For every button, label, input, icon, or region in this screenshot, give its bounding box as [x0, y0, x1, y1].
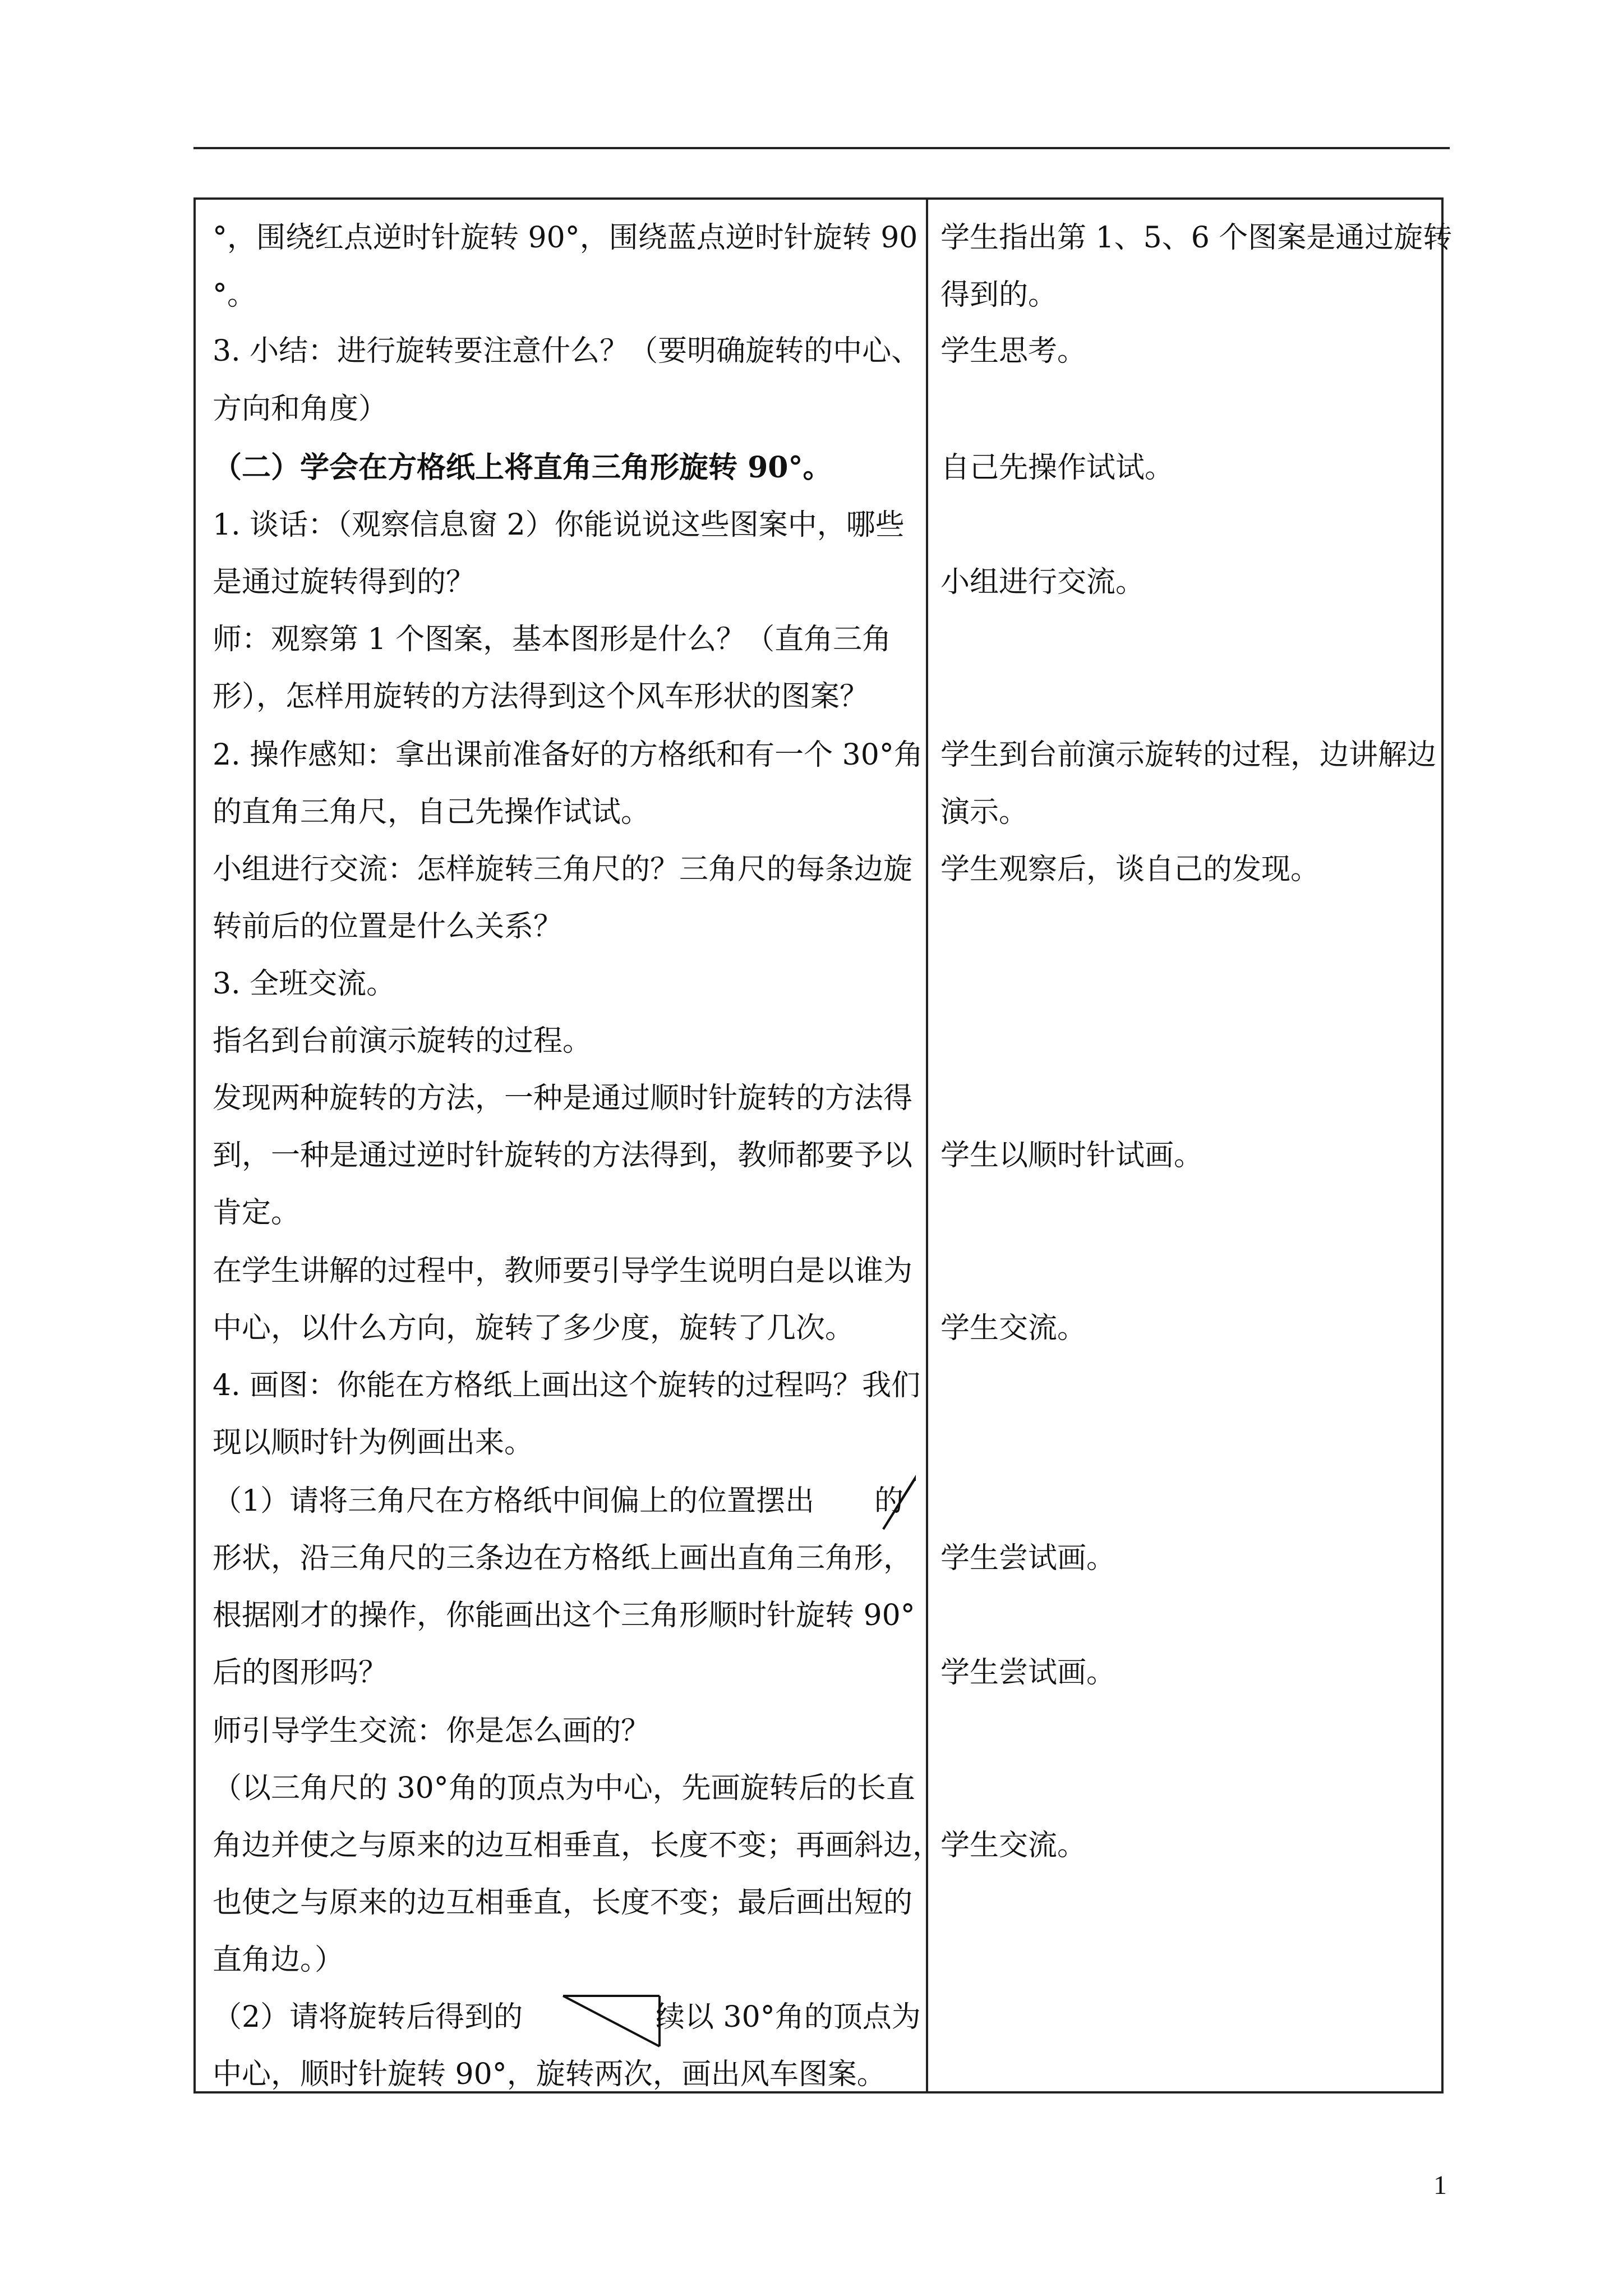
- page-number: 1: [1433, 2170, 1447, 2200]
- left-line: 1. 谈话：（观察信息窗 2）你能说说这些图案中，哪些: [213, 508, 905, 542]
- left-line: 是通过旋转得到的？: [213, 565, 476, 599]
- right-line: 学生思考。: [940, 334, 1087, 368]
- left-line: 中心，以什么方向，旋转了多少度，旋转了几次。: [213, 1312, 855, 1345]
- left-line: 角边并使之与原来的边互相垂直，长度不变；再画斜边，: [213, 1829, 942, 1862]
- left-line: 指名到台前演示旋转的过程。: [213, 1024, 592, 1058]
- triangle-figure-upright: [881, 1479, 918, 1533]
- left-line: （1）请将三角尺在方格纸中间偏上的位置摆出: [213, 1484, 815, 1518]
- header-rule: [193, 147, 1450, 149]
- right-line: 学生到台前演示旋转的过程，边讲解边: [940, 738, 1437, 772]
- left-line: 小组进行交流：怎样旋转三角尺的？三角尺的每条边旋: [213, 853, 913, 886]
- left-line-fragment: 续以 30°角的顶点为: [656, 2000, 921, 2034]
- left-line: 形状，沿三角尺的三条边在方格纸上画出直角三角形，: [213, 1542, 913, 1575]
- left-line: 也使之与原来的边互相垂直，长度不变；最后画出短的: [213, 1886, 913, 1920]
- left-line: °。: [213, 278, 257, 312]
- left-line: 直角边。）: [213, 1943, 344, 1977]
- left-line: 3. 全班交流。: [213, 967, 396, 1001]
- right-line: 学生尝试画。: [940, 1542, 1116, 1575]
- section-heading: （二）学会在方格纸上将直角三角形旋转 90°。: [213, 450, 832, 485]
- right-line: 小组进行交流。: [940, 565, 1145, 599]
- right-line: 得到的。: [940, 278, 1058, 312]
- left-line: °，围绕红点逆时针旋转 90°，围绕蓝点逆时针旋转 90: [213, 221, 918, 255]
- left-line: 形），怎样用旋转的方法得到这个风车形状的图案？: [213, 680, 869, 714]
- left-line: 根据刚才的操作，你能画出这个三角形顺时针旋转 90°: [213, 1599, 915, 1632]
- left-line: 肯定。: [213, 1196, 301, 1230]
- left-line: 师引导学生交流：你是怎么画的？: [213, 1714, 651, 1748]
- right-line: 自己先操作试试。: [940, 451, 1174, 485]
- right-line: 学生交流。: [940, 1312, 1087, 1345]
- left-line: 发现两种旋转的方法，一种是通过顺时针旋转的方法得: [213, 1082, 913, 1115]
- left-line: 2. 操作感知：拿出课前准备好的方格纸和有一个 30°角: [213, 738, 923, 772]
- left-line: 中心，顺时针旋转 90°，旋转两次，画出风车图案。: [213, 2058, 886, 2091]
- left-line: （以三角尺的 30°角的顶点为中心，先画旋转后的长直: [213, 1772, 915, 1805]
- left-line: 3. 小结：进行旋转要注意什么？（要明确旋转的中心、: [213, 334, 921, 368]
- left-line: 在学生讲解的过程中，教师要引导学生说明白是以谁为: [213, 1254, 913, 1288]
- left-line: 的直角三角尺，自己先操作试试。: [213, 795, 651, 829]
- left-line: 方向和角度）: [213, 392, 388, 426]
- right-line: 学生以顺时针试画。: [940, 1139, 1204, 1172]
- right-line: 学生指出第 1、5、6 个图案是通过旋转: [940, 221, 1453, 255]
- left-line-fragment: 的: [874, 1484, 904, 1518]
- left-line: 转前后的位置是什么关系？: [213, 910, 563, 944]
- column-divider: [926, 200, 928, 2091]
- left-line: 师：观察第 1 个图案，基本图形是什么？（直角三角: [213, 623, 892, 656]
- left-line: 4. 画图：你能在方格纸上画出这个旋转的过程吗？我们: [213, 1369, 921, 1402]
- left-line: 现以顺时针为例画出来。: [213, 1426, 534, 1460]
- triangle-figure-rotated: [563, 1994, 664, 2050]
- left-line: （2）请将旋转后得到的: [213, 2000, 523, 2034]
- right-line: 学生交流。: [940, 1829, 1087, 1862]
- lesson-table: [193, 197, 1453, 2093]
- right-line: 学生尝试画。: [940, 1656, 1116, 1690]
- right-line: 演示。: [940, 795, 1029, 829]
- right-line: 学生观察后，谈自己的发现。: [940, 853, 1320, 886]
- left-line: 到，一种是通过逆时针旋转的方法得到，教师都要予以: [213, 1139, 913, 1172]
- left-line: 后的图形吗？: [213, 1656, 388, 1690]
